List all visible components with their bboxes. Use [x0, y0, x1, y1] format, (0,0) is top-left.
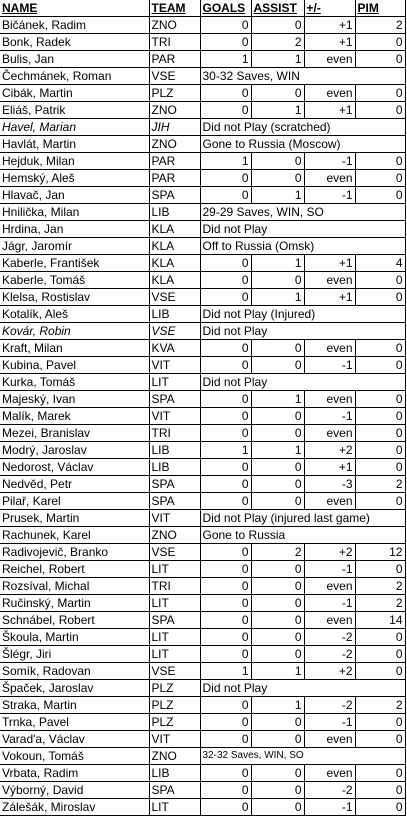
- player-name-cell: Havel, Marian: [0, 119, 149, 136]
- table-row: [0, 629, 405, 646]
- team-cell: VSE: [149, 663, 200, 680]
- team-cell: JIH: [149, 119, 200, 136]
- player-name-cell: Rozsíval, Michal: [0, 578, 149, 595]
- team-cell: PLZ: [149, 85, 200, 102]
- plus-minus-cell: even: [304, 765, 355, 782]
- player-name-cell: Hlavač, Jan: [0, 187, 149, 204]
- plus-minus-cell: -1: [304, 595, 355, 612]
- table-row: [0, 272, 405, 289]
- table-row: [0, 187, 405, 204]
- goals-cell: 0: [200, 493, 251, 510]
- goals-cell: 0: [200, 697, 251, 714]
- goals-cell: 0: [200, 714, 251, 731]
- assist-cell: 0: [251, 646, 304, 663]
- plus-minus-cell: even: [304, 85, 355, 102]
- team-cell: PLZ: [149, 680, 200, 697]
- team-cell: SPA: [149, 187, 200, 204]
- table-row: [0, 612, 405, 629]
- status-note-cell: Did not Play (injured last game): [200, 510, 405, 527]
- goals-cell: 0: [200, 34, 251, 51]
- player-name-cell: Cibák, Martin: [0, 85, 149, 102]
- plus-minus-cell: even: [304, 578, 355, 595]
- player-name-cell: Kurka, Tomáš: [0, 374, 149, 391]
- assist-cell: 1: [251, 697, 304, 714]
- plus-minus-cell: +1: [304, 459, 355, 476]
- goals-cell: 0: [200, 391, 251, 408]
- player-name-cell: Varad'a, Václav: [0, 731, 149, 748]
- player-name-cell: Radivojevič, Branko: [0, 544, 149, 561]
- player-name-cell: Kaberle, František: [0, 255, 149, 272]
- assist-cell: 0: [251, 612, 304, 629]
- status-note-cell: 32-32 Saves, WIN, SO: [200, 748, 405, 765]
- plus-minus-cell: even: [304, 425, 355, 442]
- plus-minus-cell: +1: [304, 289, 355, 306]
- pim-cell: 0: [355, 714, 405, 731]
- assist-cell: 0: [251, 425, 304, 442]
- plus-minus-cell: -2: [304, 697, 355, 714]
- team-cell: PAR: [149, 170, 200, 187]
- goals-cell: 0: [200, 255, 251, 272]
- plus-minus-cell: -1: [304, 357, 355, 374]
- pim-cell: 0: [355, 646, 405, 663]
- assist-cell: 0: [251, 731, 304, 748]
- status-note-cell: Did not Play: [200, 221, 405, 238]
- goals-cell: 0: [200, 85, 251, 102]
- pim-cell: 0: [355, 85, 405, 102]
- assist-cell: 1: [251, 51, 304, 68]
- team-cell: KLA: [149, 255, 200, 272]
- player-name-cell: Rachunek, Karel: [0, 527, 149, 544]
- assist-cell: 1: [251, 102, 304, 119]
- team-cell: SPA: [149, 493, 200, 510]
- status-note-cell: Did not Play: [200, 323, 405, 340]
- status-note-cell: 29-29 Saves, WIN, SO: [200, 204, 405, 221]
- goals-cell: 0: [200, 731, 251, 748]
- assist-cell: 0: [251, 629, 304, 646]
- pim-cell: 0: [355, 459, 405, 476]
- player-name-cell: Pilař, Karel: [0, 493, 149, 510]
- table-row: [0, 425, 405, 442]
- assist-cell: 0: [251, 170, 304, 187]
- assist-cell: 0: [251, 272, 304, 289]
- status-note-cell: Off to Russia (Omsk): [200, 238, 405, 255]
- pim-cell: 2: [355, 595, 405, 612]
- goals-cell: 0: [200, 408, 251, 425]
- player-name-cell: Vokoun, Tomáš: [0, 748, 149, 765]
- pim-cell: 2: [355, 476, 405, 493]
- team-cell: VIT: [149, 510, 200, 527]
- player-name-cell: Ručinský, Martin: [0, 595, 149, 612]
- team-cell: SPA: [149, 612, 200, 629]
- table-row: [0, 663, 405, 680]
- assist-cell: 0: [251, 493, 304, 510]
- goals-cell: 0: [200, 272, 251, 289]
- team-cell: LIB: [149, 442, 200, 459]
- goals-cell: 1: [200, 442, 251, 459]
- pim-cell: 0: [355, 731, 405, 748]
- player-name-cell: Nedorost, Václav: [0, 459, 149, 476]
- assist-cell: 0: [251, 578, 304, 595]
- table-row: [0, 578, 405, 595]
- status-note-cell: Did not Play (Injured): [200, 306, 405, 323]
- player-name-cell: Kubina, Pavel: [0, 357, 149, 374]
- team-cell: LIT: [149, 595, 200, 612]
- table-row: [0, 527, 405, 544]
- pim-cell: 4: [355, 255, 405, 272]
- team-cell: LIT: [149, 561, 200, 578]
- team-cell: KLA: [149, 272, 200, 289]
- team-cell: PAR: [149, 51, 200, 68]
- plus-minus-cell: -1: [304, 153, 355, 170]
- pim-cell: 0: [355, 102, 405, 119]
- player-name-cell: Somík, Radovan: [0, 663, 149, 680]
- table-row: [0, 170, 405, 187]
- assist-cell: 0: [251, 714, 304, 731]
- pim-cell: 0: [355, 442, 405, 459]
- team-cell: LIT: [149, 629, 200, 646]
- pim-cell: 0: [355, 51, 405, 68]
- table-row: [0, 289, 405, 306]
- table-row: [0, 561, 405, 578]
- player-name-cell: Havlát, Martin: [0, 136, 149, 153]
- table-row: [0, 51, 405, 68]
- player-name-cell: Vrbata, Radim: [0, 765, 149, 782]
- player-name-cell: Kaberle, Tomáš: [0, 272, 149, 289]
- plus-minus-cell: -1: [304, 561, 355, 578]
- player-name-cell: Šlégr, Jiri: [0, 646, 149, 663]
- goals-cell: 0: [200, 765, 251, 782]
- pim-cell: 0: [355, 799, 405, 816]
- team-cell: LIB: [149, 765, 200, 782]
- plus-minus-cell: -2: [304, 629, 355, 646]
- table-row: [0, 153, 405, 170]
- assist-cell: 0: [251, 357, 304, 374]
- player-name-cell: Hemský, Aleš: [0, 170, 149, 187]
- goals-cell: 0: [200, 357, 251, 374]
- assist-cell: 1: [251, 663, 304, 680]
- assist-cell: 1: [251, 391, 304, 408]
- team-cell: SPA: [149, 391, 200, 408]
- pim-cell: 0: [355, 153, 405, 170]
- table-row: [0, 68, 405, 85]
- goals-cell: 0: [200, 578, 251, 595]
- plus-minus-cell: +2: [304, 663, 355, 680]
- team-cell: VIT: [149, 408, 200, 425]
- player-name-cell: Mezei, Branislav: [0, 425, 149, 442]
- plus-minus-cell: even: [304, 493, 355, 510]
- team-cell: TRI: [149, 578, 200, 595]
- assist-cell: 0: [251, 85, 304, 102]
- team-cell: ZNO: [149, 17, 200, 34]
- player-name-cell: Nedvěd, Petr: [0, 476, 149, 493]
- player-name-cell: Hnilička, Milan: [0, 204, 149, 221]
- assist-cell: 0: [251, 153, 304, 170]
- team-cell: PAR: [149, 153, 200, 170]
- player-name-cell: Jágr, Jaromír: [0, 238, 149, 255]
- player-name-cell: Špaček, Jaroslav: [0, 680, 149, 697]
- plus-minus-cell: +1: [304, 102, 355, 119]
- pim-cell: 0: [355, 629, 405, 646]
- assist-cell: 0: [251, 799, 304, 816]
- table-row: [0, 306, 405, 323]
- plus-minus-cell: -1: [304, 714, 355, 731]
- team-cell: VSE: [149, 68, 200, 85]
- header-name: NAME: [0, 0, 149, 17]
- status-note-cell: Did not Play: [200, 374, 405, 391]
- goals-cell: 0: [200, 340, 251, 357]
- plus-minus-cell: -2: [304, 782, 355, 799]
- goals-cell: 0: [200, 629, 251, 646]
- assist-cell: 0: [251, 561, 304, 578]
- table-row: [0, 765, 405, 782]
- pim-cell: 12: [355, 544, 405, 561]
- player-name-cell: Prusek, Martin: [0, 510, 149, 527]
- plus-minus-cell: -3: [304, 476, 355, 493]
- pim-cell: 0: [355, 340, 405, 357]
- goals-cell: 1: [200, 51, 251, 68]
- status-note-cell: Gone to Russia: [200, 527, 405, 544]
- table-row: [0, 799, 405, 816]
- pim-cell: 0: [355, 425, 405, 442]
- pim-cell: 2: [355, 697, 405, 714]
- table-row: [0, 85, 405, 102]
- pim-cell: 0: [355, 357, 405, 374]
- pim-cell: 0: [355, 289, 405, 306]
- goals-cell: 0: [200, 289, 251, 306]
- status-note-cell: 30-32 Saves, WIN: [200, 68, 405, 85]
- team-cell: LIT: [149, 799, 200, 816]
- header-pim: PIM: [355, 0, 405, 17]
- status-note-cell: Gone to Russia (Moscow): [200, 136, 405, 153]
- team-cell: LIB: [149, 306, 200, 323]
- team-cell: ZNO: [149, 527, 200, 544]
- table-row: [0, 238, 405, 255]
- assist-cell: 0: [251, 408, 304, 425]
- player-name-cell: Čechmánek, Roman: [0, 68, 149, 85]
- table-row: [0, 102, 405, 119]
- table-row: [0, 34, 405, 51]
- table-row: [0, 680, 405, 697]
- plus-minus-cell: +1: [304, 34, 355, 51]
- team-cell: KLA: [149, 221, 200, 238]
- plus-minus-cell: even: [304, 272, 355, 289]
- table-row: [0, 544, 405, 561]
- assist-cell: 0: [251, 595, 304, 612]
- table-row: [0, 255, 405, 272]
- team-cell: TRI: [149, 425, 200, 442]
- team-cell: VSE: [149, 289, 200, 306]
- assist-cell: 1: [251, 187, 304, 204]
- goals-cell: 0: [200, 799, 251, 816]
- pim-cell: 0: [355, 170, 405, 187]
- team-cell: ZNO: [149, 748, 200, 765]
- assist-cell: 1: [251, 255, 304, 272]
- table-row: [0, 748, 405, 765]
- plus-minus-cell: -1: [304, 799, 355, 816]
- plus-minus-cell: +1: [304, 17, 355, 34]
- table-row: [0, 221, 405, 238]
- plus-minus-cell: even: [304, 170, 355, 187]
- team-cell: ZNO: [149, 136, 200, 153]
- table-row: [0, 714, 405, 731]
- player-name-cell: Malík, Marek: [0, 408, 149, 425]
- player-name-cell: Kovár, Robin: [0, 323, 149, 340]
- table-row: [0, 646, 405, 663]
- pim-cell: 0: [355, 34, 405, 51]
- assist-cell: 0: [251, 782, 304, 799]
- table-row: [0, 459, 405, 476]
- player-name-cell: Klelsa, Rostislav: [0, 289, 149, 306]
- pim-cell: 0: [355, 782, 405, 799]
- plus-minus-cell: +1: [304, 255, 355, 272]
- pim-cell: 0: [355, 493, 405, 510]
- table-row: [0, 782, 405, 799]
- plus-minus-cell: -2: [304, 646, 355, 663]
- team-cell: SPA: [149, 782, 200, 799]
- player-name-cell: Hrdina, Jan: [0, 221, 149, 238]
- goals-cell: 0: [200, 782, 251, 799]
- goals-cell: 0: [200, 561, 251, 578]
- goals-cell: 1: [200, 153, 251, 170]
- team-cell: LIT: [149, 646, 200, 663]
- table-row: [0, 357, 405, 374]
- status-note-cell: Did not Play: [200, 680, 405, 697]
- goals-cell: 0: [200, 17, 251, 34]
- pim-cell: 0: [355, 408, 405, 425]
- player-name-cell: Trnka, Pavel: [0, 714, 149, 731]
- table-row: [0, 323, 405, 340]
- plus-minus-cell: even: [304, 612, 355, 629]
- player-name-cell: Modrý, Jaroslav: [0, 442, 149, 459]
- plus-minus-cell: even: [304, 391, 355, 408]
- header-goals: GOALS: [200, 0, 251, 17]
- pim-cell: 2: [355, 17, 405, 34]
- pim-cell: 0: [355, 765, 405, 782]
- goals-cell: 0: [200, 187, 251, 204]
- team-cell: VIT: [149, 357, 200, 374]
- player-name-cell: Hejduk, Milan: [0, 153, 149, 170]
- team-cell: PLZ: [149, 714, 200, 731]
- header-row: [0, 0, 405, 17]
- goals-cell: 0: [200, 544, 251, 561]
- team-cell: ZNO: [149, 102, 200, 119]
- table-row: [0, 493, 405, 510]
- goals-cell: 1: [200, 663, 251, 680]
- table-row: [0, 119, 405, 136]
- team-cell: KVA: [149, 340, 200, 357]
- table-row: [0, 697, 405, 714]
- assist-cell: 2: [251, 34, 304, 51]
- header-team: TEAM: [149, 0, 200, 17]
- assist-cell: 2: [251, 544, 304, 561]
- table-row: [0, 374, 405, 391]
- team-cell: KLA: [149, 238, 200, 255]
- table-row: [0, 595, 405, 612]
- player-name-cell: Škoula, Martin: [0, 629, 149, 646]
- pim-cell: 0: [355, 561, 405, 578]
- assist-cell: 0: [251, 340, 304, 357]
- assist-cell: 0: [251, 765, 304, 782]
- plus-minus-cell: -1: [304, 187, 355, 204]
- team-cell: LIB: [149, 204, 200, 221]
- team-cell: LIT: [149, 374, 200, 391]
- table-row: [0, 204, 405, 221]
- assist-cell: 0: [251, 459, 304, 476]
- assist-cell: 0: [251, 476, 304, 493]
- plus-minus-cell: even: [304, 51, 355, 68]
- table-row: [0, 510, 405, 527]
- plus-minus-cell: -1: [304, 408, 355, 425]
- player-name-cell: Straka, Martin: [0, 697, 149, 714]
- goals-cell: 0: [200, 646, 251, 663]
- pim-cell: 14: [355, 612, 405, 629]
- table-row: [0, 442, 405, 459]
- goals-cell: 0: [200, 102, 251, 119]
- player-name-cell: Bonk, Radek: [0, 34, 149, 51]
- pim-cell: 2: [355, 578, 405, 595]
- team-cell: LIB: [149, 459, 200, 476]
- goals-cell: 0: [200, 612, 251, 629]
- pim-cell: 0: [355, 391, 405, 408]
- table-row: [0, 476, 405, 493]
- team-cell: VIT: [149, 731, 200, 748]
- header-plusminus: +/-: [304, 0, 355, 17]
- table-row: [0, 408, 405, 425]
- goals-cell: 0: [200, 476, 251, 493]
- player-name-cell: Výborný, David: [0, 782, 149, 799]
- goals-cell: 0: [200, 170, 251, 187]
- team-cell: VSE: [149, 544, 200, 561]
- pim-cell: 0: [355, 187, 405, 204]
- goals-cell: 0: [200, 595, 251, 612]
- player-name-cell: Bičánek, Radim: [0, 17, 149, 34]
- team-cell: SPA: [149, 476, 200, 493]
- pim-cell: 0: [355, 272, 405, 289]
- table-row: [0, 731, 405, 748]
- table-row: [0, 17, 405, 34]
- assist-cell: 1: [251, 442, 304, 459]
- player-name-cell: Schnábel, Robert: [0, 612, 149, 629]
- table-row: [0, 340, 405, 357]
- table-row: [0, 136, 405, 153]
- team-cell: PLZ: [149, 697, 200, 714]
- plus-minus-cell: even: [304, 731, 355, 748]
- pim-cell: 0: [355, 663, 405, 680]
- goals-cell: 0: [200, 459, 251, 476]
- team-cell: VSE: [149, 323, 200, 340]
- player-name-cell: Bulis, Jan: [0, 51, 149, 68]
- header-assist: ASSIST: [251, 0, 304, 17]
- team-cell: TRI: [149, 34, 200, 51]
- assist-cell: 0: [251, 17, 304, 34]
- player-name-cell: Reichel, Robert: [0, 561, 149, 578]
- player-name-cell: Kraft, Milan: [0, 340, 149, 357]
- status-note-cell: Did not Play (scratched): [200, 119, 405, 136]
- assist-cell: 1: [251, 289, 304, 306]
- plus-minus-cell: +2: [304, 442, 355, 459]
- plus-minus-cell: even: [304, 340, 355, 357]
- goals-cell: 0: [200, 425, 251, 442]
- player-name-cell: Zálešák, Miroslav: [0, 799, 149, 816]
- plus-minus-cell: +2: [304, 544, 355, 561]
- player-name-cell: Eliáš, Patrik: [0, 102, 149, 119]
- player-name-cell: Majeský, Ivan: [0, 391, 149, 408]
- table-row: [0, 391, 405, 408]
- player-name-cell: Kotalík, Aleš: [0, 306, 149, 323]
